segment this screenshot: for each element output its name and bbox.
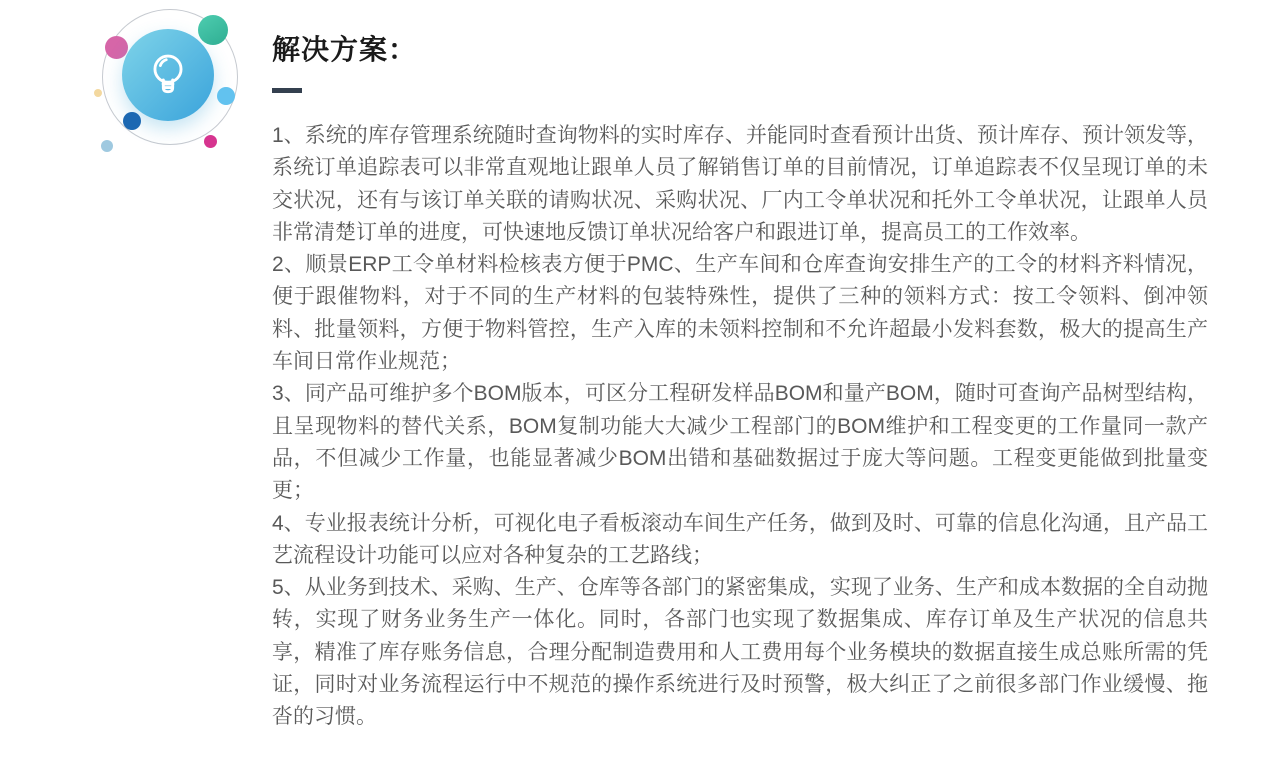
dot-steelblue [101,140,113,152]
content-column [272,30,1208,734]
title-underline [272,88,302,93]
dot-darkblue [123,112,141,130]
section-title: 解决方案： [272,34,418,65]
lightbulb-icon-svg [141,48,195,102]
solution-paragraph-3: 3、同产品可维护多个BOM版本，可区分工程研发样品BOM和量产BOM，随时可查询产品树型结构，且呈现物料的替代关系，BOM复制功能大大减少工程部门的BOM维护和工程变更的工作量同一款产品，不但减少工作量，也能显著减少BOM出错和基础数据过于庞大等问题。工程变更能做到批量变更； [272,382,1208,503]
lightbulb-icon [122,29,214,121]
dot-pink [105,36,128,59]
dot-magenta [204,135,217,148]
dot-yellow [94,89,102,97]
dot-lightblue [217,87,235,105]
solution-paragraph-1: 1、系统的库存管理系统随时查询物料的实时库存、并能同时查看预计出货、预计库存、预计领发等，系统订单追踪表可以非常直观地让跟单人员了解销售订单的目前情况，订单追踪表不仅呈现订单的未交状况，还有与该订单关联的请购状况、采购状况、厂内工令单状况和托外工令单状况，让跟单人员非常清楚订单的进度，可快速地反馈订单状况给客户和跟进订单，提高员工的工作效率。 [272,124,1208,244]
solution-paragraph-4: 4、专业报表统计分析，可视化电子看板滚动车间生产任务，做到及时、可靠的信息化沟通，且产品工艺流程设计功能可以应对各种复杂的工艺路线； [272,511,1208,567]
solution-paragraph-5: 5、从业务到技术、采购、生产、仓库等各部门的紧密集成，实现了业务、生产和成本数据的全自动抛转，实现了财务业务生产一体化。同时，各部门也实现了数据集成、库存订单及生产状况的信息共享，精准了库存账务信息，合理分配制造费用和人工费用每个业务模块的数据直接生成总账所需的凭证，同时对业务流程运行中不规范的操作系统进行及时预警，极大纠正了之前很多部门作业缓慢、拖沓的习惯。 [272,576,1208,729]
dot-teal [198,15,228,45]
solution-body [272,120,1208,734]
lightbulb-graphic [0,0,270,180]
solution-paragraph-2: 2、顺景ERP工令单材料检核表方便于PMC、生产车间和仓库查询安排生产的工令的材料齐料情况，便于跟催物料，对于不同的生产材料的包装特殊性，提供了三种的领料方式：按工令领料、倒冲领料、批量领料，方便于物料管控，生产入库的未领料控制和不允许超最小发料套数，极大的提高生产车间日常作业规范； [272,253,1208,374]
